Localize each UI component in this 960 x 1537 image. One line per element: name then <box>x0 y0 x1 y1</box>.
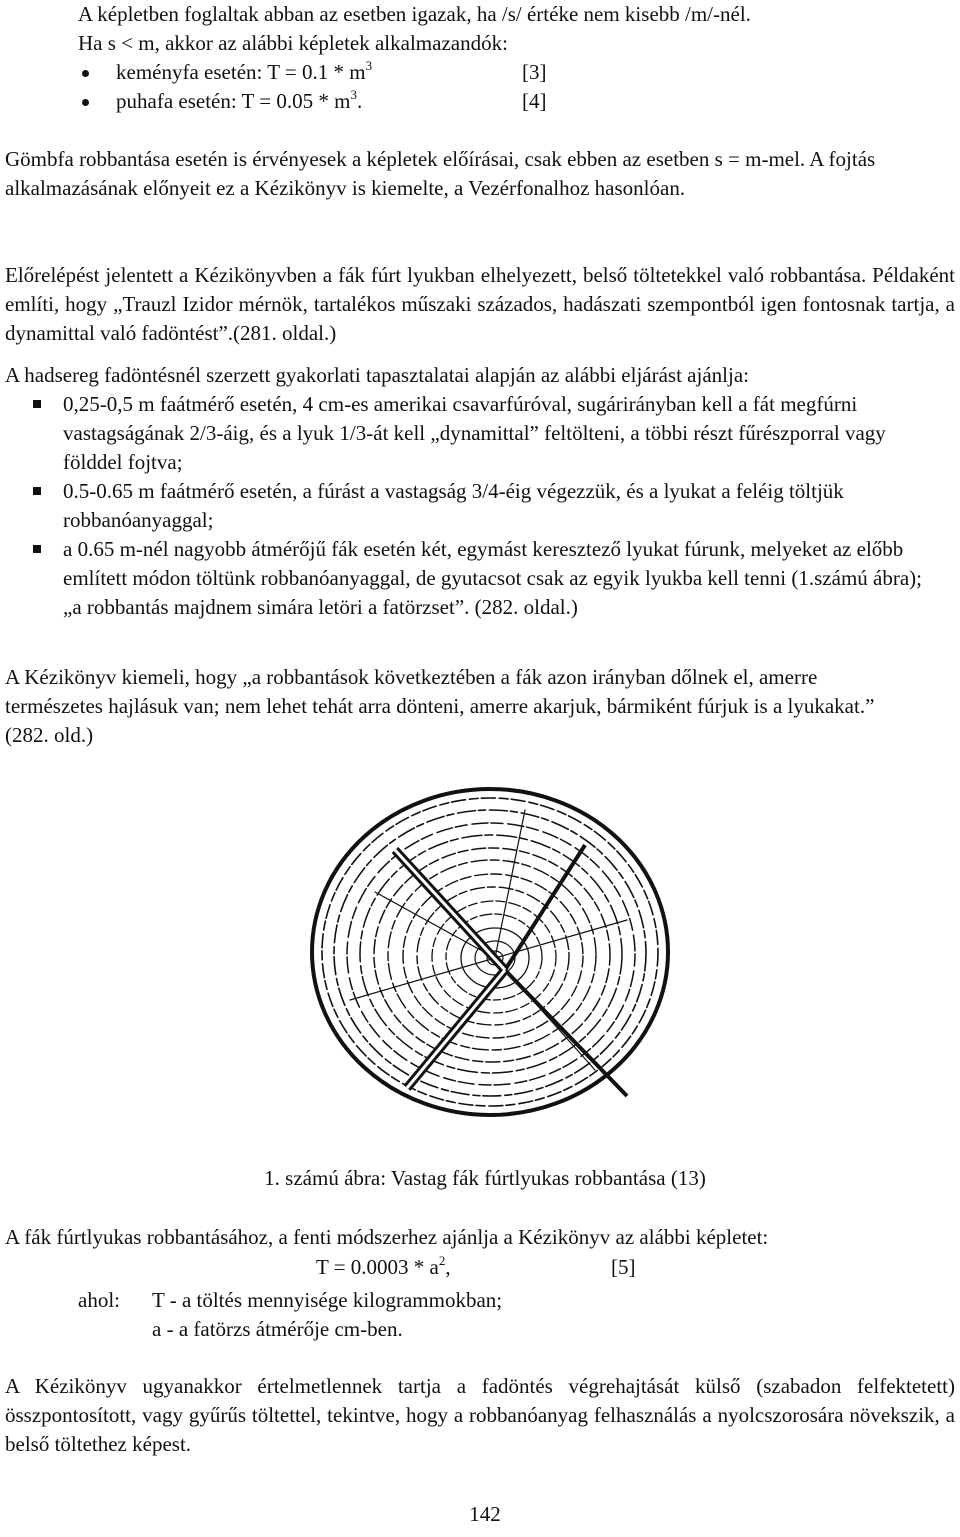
where-line-1: T - a töltés mennyisége kilogrammokban; <box>152 1288 503 1312</box>
page-number: 142 <box>469 1502 501 1526</box>
formula-text: T = 0.0003 * a <box>316 1255 439 1279</box>
list-item: a 0.65 m-nél nagyobb átmérőjű fák esetén két, egymást keresztező lyukat fúrunk, melyeket az előbb említett módon töltünk robbanóanyaggal, de gyutacsot csak az egyik lyukba kell tenni (1.számú ábra); „a robbantás majdnem simára letöri a fatörzset”. (282. oldal.) <box>5 535 935 622</box>
bullet-dot-icon <box>82 70 89 77</box>
list-item: 0.5-0.65 m faátmérő esetén, a fúrást a vastagság 3/4-éig végezzük, és a lyukat a feléig töltjük robbanóanyaggal; <box>5 477 935 535</box>
intro-line-1: A képletben foglaltak abban az esetben igazak, ha /s/ értéke nem kisebb /m/-nél. <box>78 2 751 26</box>
bullet-item-hardwood <box>5 58 955 87</box>
formula-ref: [3] <box>522 60 547 84</box>
where-label: ahol: <box>78 1288 120 1312</box>
formula-line: $T = 0.0003 * a^2$, [5] <box>5 1253 955 1282</box>
square-bullet-icon <box>33 400 41 408</box>
paragraph-elorelepes: Előrelépést jelentett a Kézikönyvben a fák fúrt lyukban elhelyezett, belső töltetekkel való robbantása. Példaként említi, hogy „Trauzl Izidor mérnök, tartalékos műszaki százados, hadászati szempontból igen fontosnak tartja, a dynamittal való fadöntést”.(281. oldal.) <box>5 263 955 345</box>
superscript: 3 <box>350 87 357 102</box>
paragraph-gombfa: Gömbfa robbantása esetén is érvényesek a képletek előírásai, csak ebben az esetben s = m-mel. A fojtás alkalmazásának előnyeit ez a Kézikönyv is kiemelte, a Vezérfonalhoz hasonlóan. <box>5 147 876 200</box>
where-block <box>5 1286 955 1346</box>
paragraph-furtlyukas: A fák fúrtlyukas robbantásához, a fenti módszerhez ajánlja a Kézikönyv az alábbi képletet: <box>5 1225 769 1249</box>
bullet-text: puhafa esetén: T = 0.05 * m <box>116 89 351 113</box>
paragraph-kiemeli: A Kézikönyv kiemeli, hogy „a robbantások következtében a fák azon irányban dőlnek el, amerre természetes hajlásuk van; nem lehet tehát arra dönteni, amerre akarjuk, bármiként fúrjuk is a lyukakat.” (282. old.) <box>5 665 875 747</box>
superscript: 3 <box>365 58 373 73</box>
figure-tree-cross-section <box>255 770 725 1130</box>
figure-caption: 1. számú ábra: Vastag fák fúrtlyukas robbantása (13) <box>264 1166 706 1190</box>
where-line-2: a - a fatörzs átmérője cm-ben. <box>152 1317 403 1341</box>
square-bullet-icon <box>33 545 41 553</box>
list-item: 0,25-0,5 m faátmérő esetén, 4 cm-es amerikai csavarfúróval, sugárirányban kell a fát megfúrni vastagságának 2/3-áig, és a lyuk 1/3-át kell „dynamittal” feltölteni, a többi részt fűrészporral vagy földdel fojtva; <box>5 390 935 477</box>
formula-ref: [4] <box>522 89 547 113</box>
superscript: 2 <box>438 1253 446 1268</box>
formula-ref: [5] <box>611 1255 636 1279</box>
paragraph-ugyanakkor: A Kézikönyv ugyanakkor értelmetlennek tartja a fadöntés végrehajtását külső (szabadon felfektetett) összpontosított, vagy gyűrűs töltettel, tekintve, hogy a robbanóanyag felhasználás a nyolcszorosára növekszik, a belső töltethez képest. <box>5 1374 955 1456</box>
square-bullet-icon <box>33 487 41 495</box>
bullet-text: keményfa esetén: T = 0.1 * m <box>116 60 366 84</box>
bullet-dot-icon <box>82 99 89 106</box>
square-list <box>5 390 935 622</box>
tree-cross-section-illustration <box>255 770 725 1130</box>
bullet-item-softwood: puhafa esetén: $T = 0.05 * m^3$. [4] <box>5 87 955 116</box>
intro-line-2: Ha s < m, akkor az alábbi képletek alkalmazandók: <box>78 31 508 55</box>
paragraph-hadsereg: A hadsereg fadöntésnél szerzett gyakorlati tapasztalatai alapján az alábbi eljárást ajánlja: <box>5 363 749 387</box>
